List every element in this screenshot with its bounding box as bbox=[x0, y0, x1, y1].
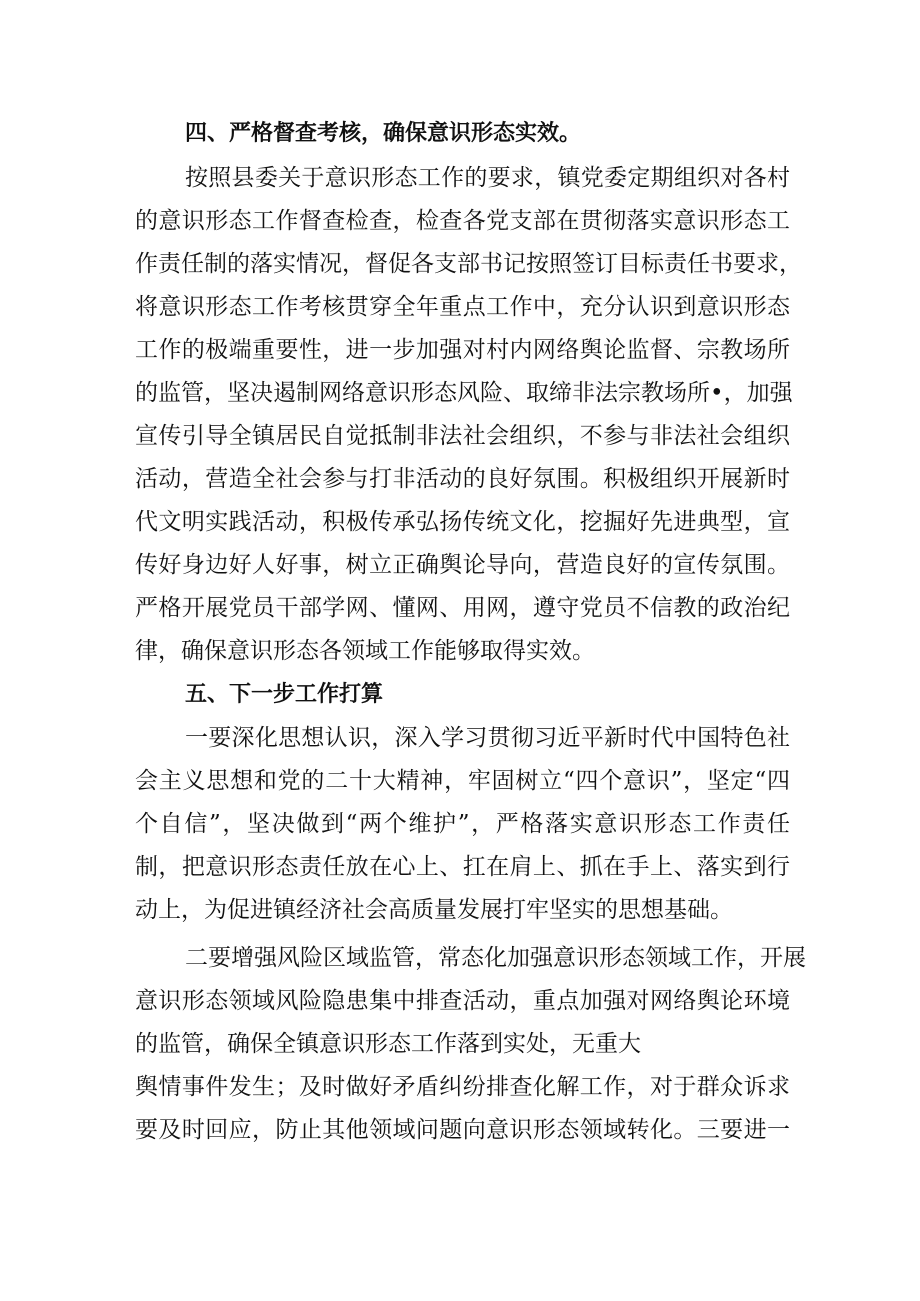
paragraph-line: 会主义思想和党的二十大精神，牢固树立“四个意识”，坚定“四 bbox=[135, 768, 790, 794]
paragraph-line: 舆情事件发生；及时做好矛盾纠纷排查化解工作，对于群众诉求 bbox=[135, 1074, 790, 1100]
paragraph-line: 意识形态领域风险隐患集中排查活动，重点加强对网络舆论环境 bbox=[135, 988, 790, 1014]
paragraph-line: 的监管，坚决遏制网络意识形态风险、取缔非法宗教场所•，加强 bbox=[135, 380, 793, 406]
paragraph-line: 严格开展党员干部学网、懂网、用网，遵守党员不信教的政治纪 bbox=[135, 595, 790, 621]
paragraph-line: 律，确保意识形态各领域工作能够取得实效。 bbox=[135, 638, 595, 664]
paragraph-line: 宣传引导全镇居民自觉抵制非法社会组织，不参与非法社会组织 bbox=[135, 423, 790, 449]
paragraph-line: 个自信”，坚决做到“两个维护”，严格落实意识形态工作责任 bbox=[135, 811, 790, 837]
section-heading-5: 五、下一步工作打算 bbox=[185, 682, 384, 707]
paragraph-line: 的监管，确保全镇意识形态工作落到实处，无重大 bbox=[135, 1031, 641, 1057]
paragraph-line: 动上，为促进镇经济社会高质量发展打牢坚实的思想基础。 bbox=[135, 897, 733, 923]
paragraph-line: 一要深化思想认识，深入学习贯彻习近平新时代中国特色社 bbox=[185, 725, 790, 751]
paragraph-line: 二要增强风险区域监管，常态化加强意识形态领域工作，开展 bbox=[185, 945, 806, 971]
paragraph-line: 代文明实践活动，积极传承弘扬传统文化，挖掘好先进典型，宣 bbox=[135, 509, 790, 535]
section-heading-4: 四、严格督查考核，确保意识形态实效。 bbox=[185, 121, 582, 146]
paragraph-line: 要及时回应，防止其他领域问题向意识形态领域转化。三要进一 bbox=[135, 1117, 790, 1143]
paragraph-line: 的意识形态工作督查检查，检查各党支部在贯彻落实意识形态工 bbox=[135, 208, 790, 234]
paragraph-line: 活动，营造全社会参与打非活动的良好氛围。积极组织开展新时 bbox=[135, 466, 790, 492]
paragraph-line: 将意识形态工作考核贯穿全年重点工作中，充分认识到意识形态 bbox=[135, 294, 790, 320]
paragraph-line: 工作的极端重要性，进一步加强对村内网络舆论监督、宗教场所 bbox=[135, 337, 790, 363]
paragraph-line: 按照县委关于意识形态工作的要求，镇党委定期组织对各村 bbox=[185, 165, 790, 191]
paragraph-line: 传好身边好人好事，树立正确舆论导向，营造良好的宣传氛围。 bbox=[135, 552, 790, 578]
paragraph-line: 制，把意识形态责任放在心上、扛在肩上、抓在手上、落实到行 bbox=[135, 854, 790, 880]
paragraph-line: 作责任制的落实情况，督促各支部书记按照签订目标责任书要求， bbox=[135, 251, 802, 277]
